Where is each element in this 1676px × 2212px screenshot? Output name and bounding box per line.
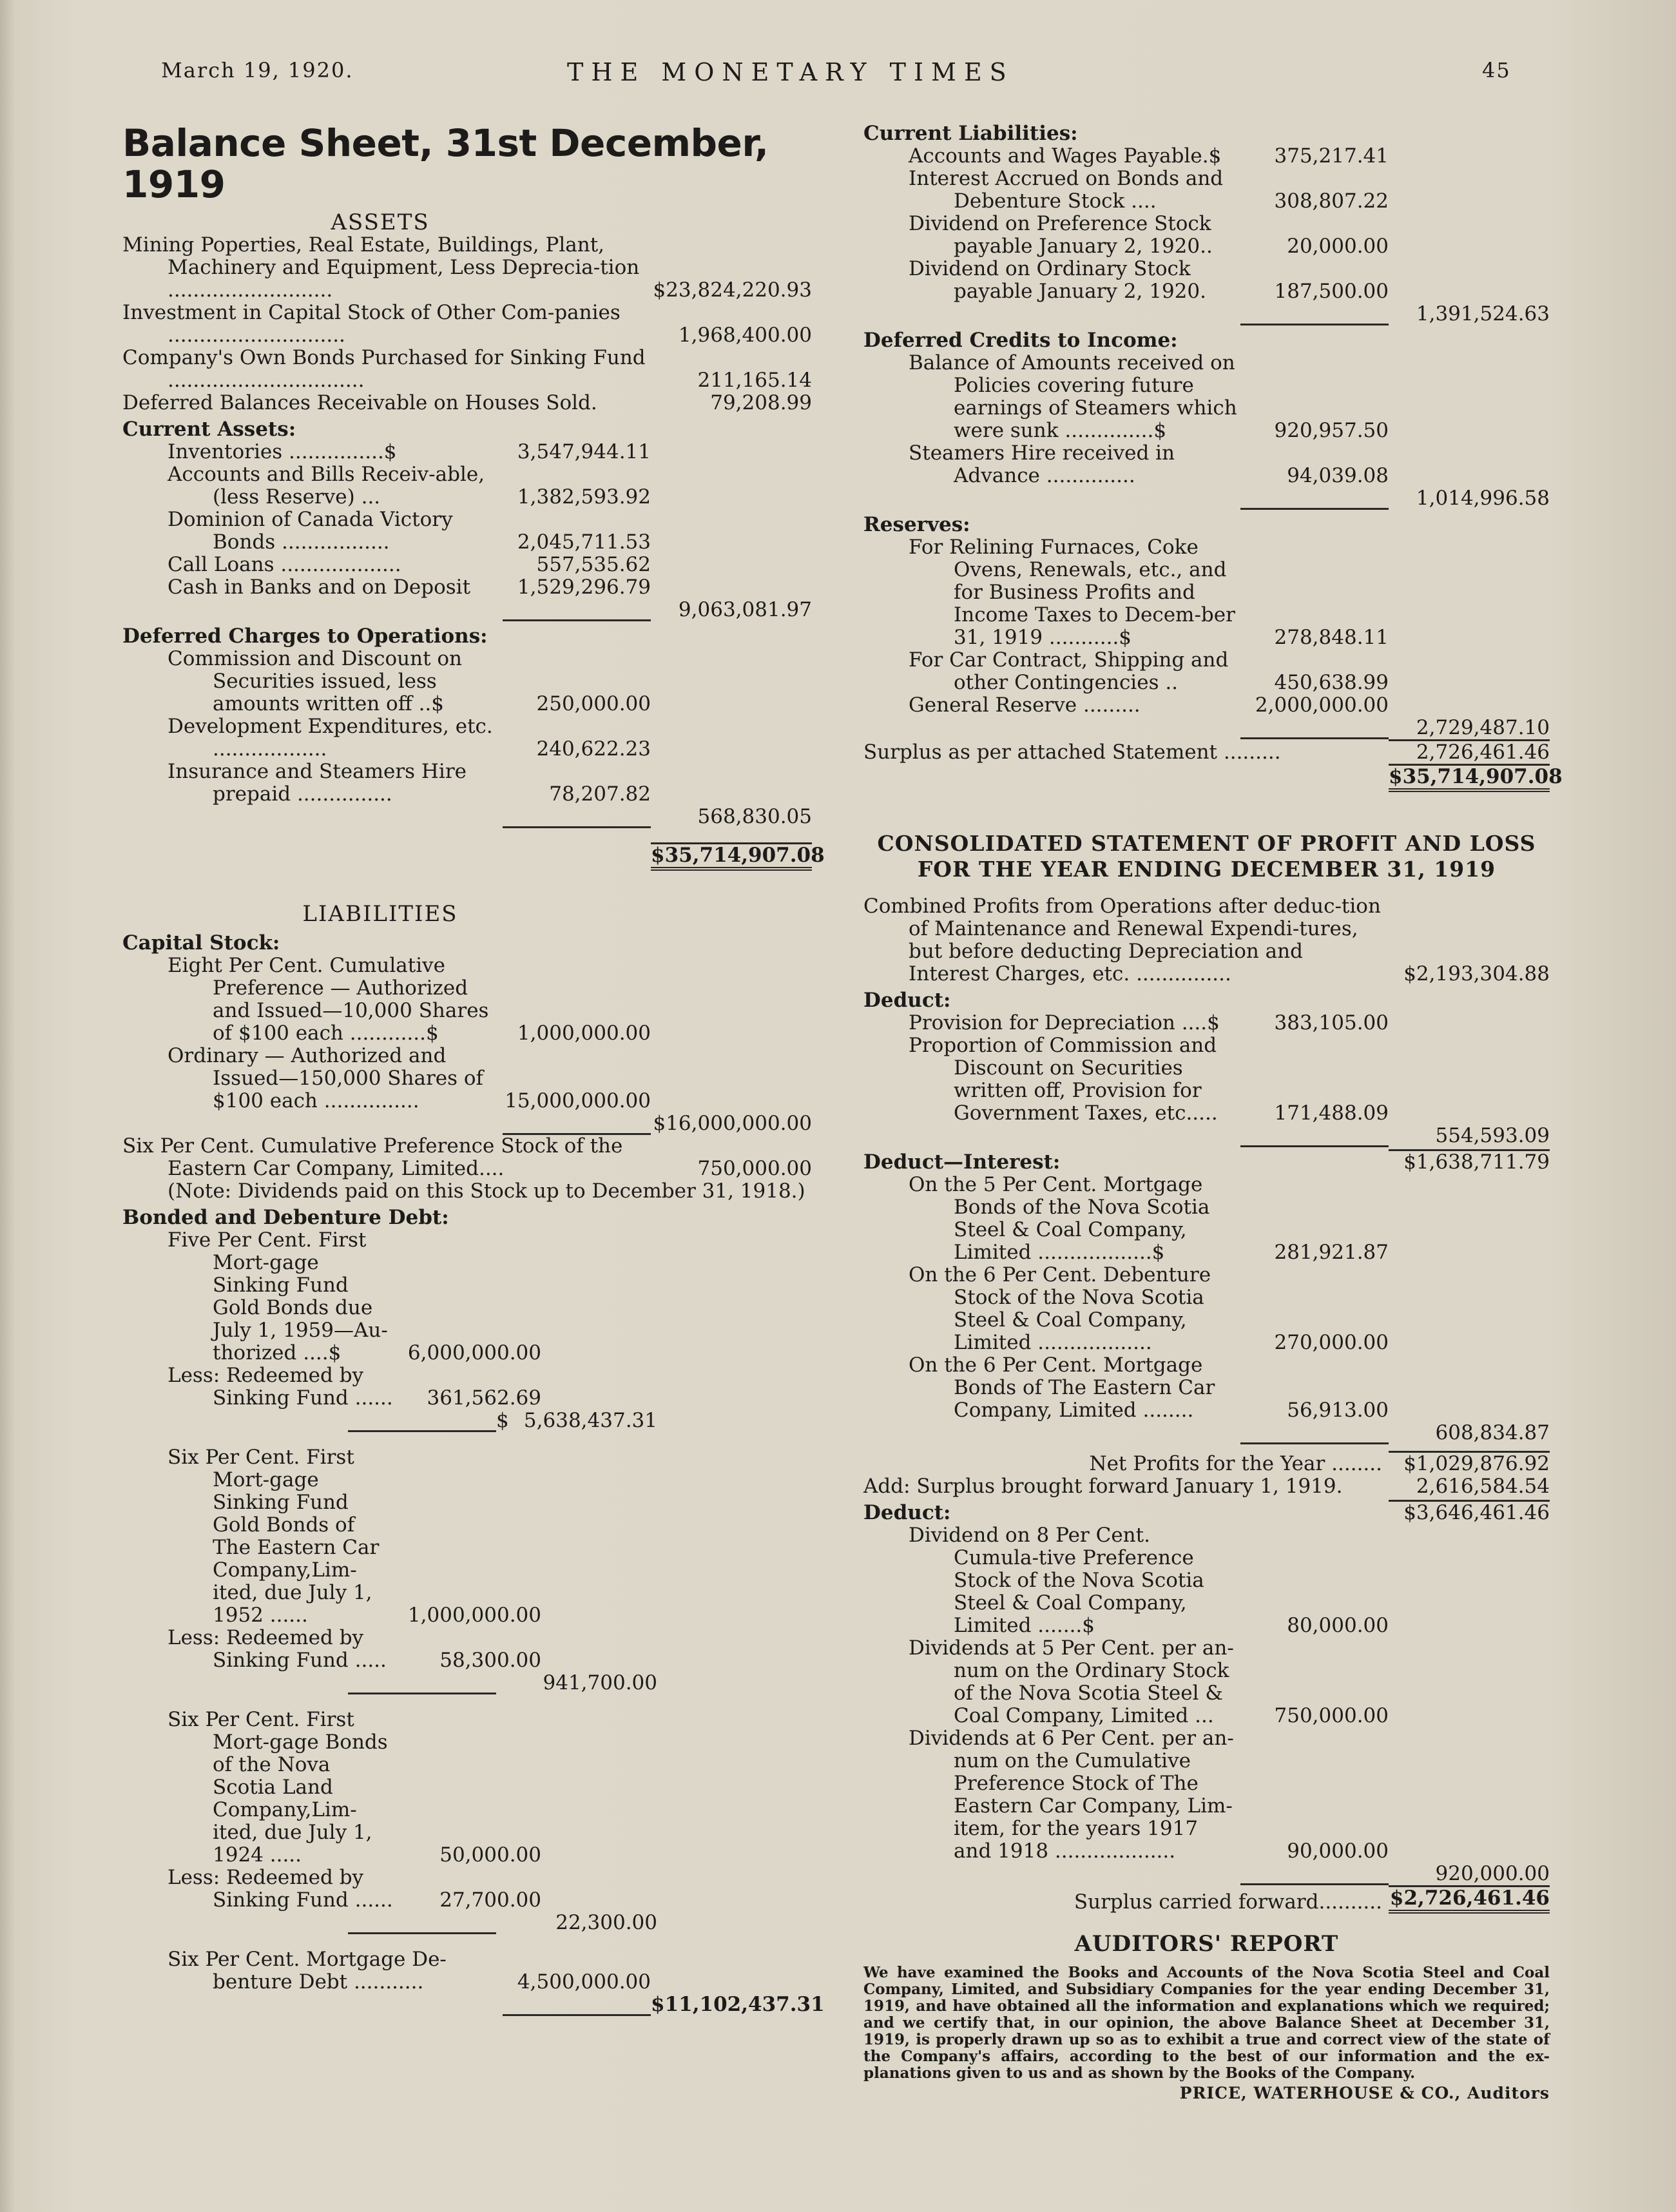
asset-value: 1,968,400.00 <box>678 324 812 347</box>
six-per-cent-pref-note: (Note: Dividends paid on this Stock up to December 31, 1918.) <box>168 1179 805 1203</box>
deferred-credits-total-row <box>863 487 1550 510</box>
surplus-row <box>863 739 1550 764</box>
capital-stock-row <box>122 955 812 1045</box>
dividend-row <box>863 1727 1550 1863</box>
current-liability-row <box>863 213 1550 258</box>
deferred-charge-label: Commission and Discount on Securities issued, less amounts written off ..$ <box>168 647 463 715</box>
bond-label: Six Per Cent. First Mort-gage Sinking Fund Gold Bonds of The Eastern Car Company,Lim-ited, due July 1, 1952 ...... <box>168 1446 380 1627</box>
net-profits-value: $1,029,876.92 <box>1389 1451 1550 1475</box>
reserves-heading: Reserves: <box>863 513 970 536</box>
surplus-carried-forward-value: $2,726,461.46 <box>1389 1885 1550 1914</box>
surplus-brought-forward-label: Add: Surplus brought forward January 1, 1919. <box>863 1475 1343 1498</box>
current-liability-row <box>863 145 1550 168</box>
current-liabilities-total-row <box>863 303 1550 325</box>
left-column <box>122 121 825 2016</box>
deduct-total: 554,593.09 <box>1435 1124 1550 1147</box>
current-liability-value: 20,000.00 <box>1287 235 1389 258</box>
running-head-date: March 19, 1920. <box>161 58 354 82</box>
capital-stock-row <box>122 1045 812 1112</box>
deferred-credit-label: Balance of Amounts received on Policies covering future earnings of Steamers which were sunk ..............$ <box>909 351 1237 442</box>
interest-row <box>863 1174 1550 1264</box>
current-asset-value: 3,547,944.11 <box>517 440 651 463</box>
dividend-label: Dividends at 5 Per Cent. per an-num on the Ordinary Stock of the Nova Scotia Steel & Coal Company, Limited ... <box>909 1636 1234 1727</box>
assets-heading: ASSETS <box>331 209 430 235</box>
debenture-row <box>122 1948 812 1994</box>
asset-value: $23,824,220.93 <box>653 278 812 302</box>
interest-value: 56,913.00 <box>1287 1399 1389 1422</box>
bond-less-row <box>122 1364 812 1410</box>
surplus-brought-forward-row <box>863 1475 1550 1498</box>
bond-less-row <box>122 1867 812 1912</box>
debenture-label: Six Per Cent. Mortgage De-benture Debt ........... <box>168 1948 447 1994</box>
surplus-brought-forward-value: 2,616,584.54 <box>1416 1475 1550 1498</box>
current-liabilities-total: 1,391,524.63 <box>1416 302 1550 325</box>
dividend-value: 80,000.00 <box>1287 1614 1389 1637</box>
sum-total: $3,646,461.46 <box>1389 1500 1550 1524</box>
asset-value: 79,208.99 <box>710 391 812 414</box>
reserve-value: 450,638.99 <box>1274 671 1389 694</box>
deferred-charge-value: 240,622.23 <box>536 737 651 761</box>
current-asset-value: 557,535.62 <box>536 553 651 576</box>
assets-total: $35,714,907.08 <box>651 842 812 871</box>
reserve-label: General Reserve ......... <box>909 694 1141 717</box>
reserve-label: For Relining Furnaces, Coke Ovens, Renewals, etc., and for Business Profits and Income Taxes to Decem-ber 31, 1919 ...........$ <box>909 536 1235 649</box>
capital-stock-value: 15,000,000.00 <box>505 1089 651 1112</box>
current-assets-total-row <box>122 599 812 621</box>
after-depreciation-value: $1,638,711.79 <box>1389 1149 1550 1174</box>
deferred-charge-row <box>122 648 812 715</box>
bond-less-label: Less: Redeemed by Sinking Fund ..... <box>168 1626 387 1672</box>
dividends-total-row <box>863 1863 1550 1885</box>
current-liability-value: 308,807.22 <box>1274 189 1389 213</box>
deferred-credit-value: 920,957.50 <box>1274 419 1389 442</box>
deferred-credit-row <box>863 442 1550 487</box>
reserve-row <box>863 649 1550 694</box>
interest-row <box>863 1354 1550 1422</box>
current-asset-label: Dominion of Canada Victory Bonds ................. <box>168 508 453 554</box>
interest-value: 281,921.87 <box>1274 1241 1389 1264</box>
asset-label: Company's Own Bonds Purchased for Sinking Fund ............................... <box>122 346 646 392</box>
currency-sign: $ <box>496 1409 509 1432</box>
interest-label: On the 6 Per Cent. Debenture Stock of the Nova Scotia Steel & Coal Company, Limited .................. <box>909 1263 1211 1354</box>
capital-stock-value: 1,000,000.00 <box>517 1022 651 1045</box>
reserve-value: 278,848.11 <box>1274 626 1389 649</box>
interest-heading: Deduct—Interest: <box>863 1150 1061 1174</box>
deferred-charges-total: 568,830.05 <box>697 805 812 828</box>
bond-row <box>122 1446 812 1627</box>
deduct-row <box>863 1012 1550 1034</box>
dividend-row <box>863 1524 1550 1637</box>
asset-mining-row <box>122 234 812 302</box>
deferred-charge-value: 250,000.00 <box>536 692 651 715</box>
current-liabilities-heading: Current Liabilities: <box>863 122 1078 145</box>
bond-net-value: 22,300.00 <box>555 1911 657 1934</box>
bond-less-label: Less: Redeemed by Sinking Fund ...... <box>168 1364 393 1410</box>
deferred-charge-value: 78,207.82 <box>549 782 651 806</box>
current-asset-value: 2,045,711.53 <box>517 530 651 554</box>
asset-investment-row <box>122 302 812 347</box>
interest-label: On the 5 Per Cent. Mortgage Bonds of the Nova Scotia Steel & Coal Company, Limited ..................$ <box>909 1173 1210 1264</box>
deduct-value: 171,488.09 <box>1274 1101 1389 1125</box>
bond-net-value: 5,638,437.31 <box>523 1409 657 1432</box>
bonded-debt-heading: Bonded and Debenture Debt: <box>122 1206 449 1229</box>
current-asset-value: 1,529,296.79 <box>517 576 651 599</box>
reserves-total-row <box>863 717 1550 739</box>
dividend-value: 750,000.00 <box>1274 1704 1389 1727</box>
dividends-total: 920,000.00 <box>1435 1862 1550 1885</box>
auditors-signature: PRICE, WATERHOUSE & CO., Auditors <box>1179 2084 1550 2102</box>
combined-profits-value: $2,193,304.88 <box>1403 962 1550 985</box>
deduct-label: Proportion of Commission and Discount on Securities written off, Provision for Government Taxes, etc..... <box>909 1034 1218 1125</box>
bond-row <box>122 1229 812 1364</box>
bonded-total-row <box>122 1993 825 2016</box>
deferred-charge-row <box>122 715 812 761</box>
bond-value: 50,000.00 <box>439 1843 541 1867</box>
current-asset-row <box>122 509 812 554</box>
balance-sheet-title: Balance Sheet, 31st December, 1919 <box>122 121 769 206</box>
deferred-credit-label: Steamers Hire received in Advance .............. <box>909 441 1175 487</box>
bond-less-row <box>122 1627 812 1672</box>
current-liability-label: Dividend on Ordinary Stock payable January 2, 1920. <box>909 257 1206 303</box>
interest-row <box>863 1264 1550 1354</box>
bond-label: Five Per Cent. First Mort-gage Sinking Fund Gold Bonds due July 1, 1959—Au-thorized ....$ <box>168 1228 388 1364</box>
deduct-label: Provision for Depreciation ....$ <box>909 1011 1220 1034</box>
current-asset-label: Accounts and Bills Receiv-able, (less Reserve) ... <box>168 463 485 509</box>
interest-total-row <box>863 1422 1550 1444</box>
capital-stock-heading: Capital Stock: <box>122 931 280 955</box>
page-number: 45 <box>1482 58 1511 82</box>
bonded-total: $11,102,437.31 <box>651 1993 825 2016</box>
current-liability-label: Dividend on Preference Stock payable January 2, 1920.. <box>909 212 1213 258</box>
dividend-row <box>863 1637 1550 1727</box>
deferred-credit-row <box>863 352 1550 442</box>
current-asset-label: Inventories ...............$ <box>168 440 397 463</box>
current-liability-label: Accounts and Wages Payable.$ <box>909 144 1222 168</box>
dividends-heading-row <box>863 1498 1550 1524</box>
six-per-cent-pref-label: Six Per Cent. Cumulative Preference Stock of the Eastern Car Company, Limited.... <box>122 1134 623 1180</box>
combined-profits-label: Combined Profits from Operations after deduc-tion of Maintenance and Renewal Expendi-tures, but before deducting Depreciation and Interest Charges, etc. ............... <box>863 895 1381 985</box>
deferred-charges-heading: Deferred Charges to Operations: <box>122 625 488 648</box>
reserves-total: 2,729,487.10 <box>1416 716 1550 739</box>
deferred-charge-row <box>122 761 812 806</box>
deferred-charge-label: Development Expenditures, etc. .................. <box>168 715 493 761</box>
surplus-label: Surplus as per attached Statement ......... <box>863 741 1281 764</box>
dividend-label: Dividends at 6 Per Cent. per an-num on the Cumulative Preference Stock of The Eastern Car Company, Lim-item, for the years 1917 and 1918 ................... <box>909 1727 1234 1863</box>
reserve-row <box>863 536 1550 649</box>
asset-value: 211,165.14 <box>697 369 812 392</box>
bond-less-value: 58,300.00 <box>439 1649 541 1672</box>
bond-row <box>122 1709 812 1867</box>
current-liability-row <box>863 168 1550 213</box>
surplus-carried-forward-label: Surplus carried forward.......... <box>1074 1890 1382 1914</box>
deferred-credits-total: 1,014,996.58 <box>1416 487 1550 510</box>
auditors-report-heading: AUDITORS' REPORT <box>1074 1931 1339 1957</box>
interest-value: 270,000.00 <box>1274 1331 1389 1354</box>
current-asset-label: Cash in Banks and on Deposit <box>168 576 471 599</box>
capital-stock-total: $16,000,000.00 <box>653 1112 812 1135</box>
deduct-total-row <box>863 1125 1550 1147</box>
combined-profits-row <box>863 895 1550 985</box>
current-asset-label: Call Loans ................... <box>168 553 401 576</box>
dividend-label: Dividend on 8 Per Cent. Cumula-tive Preference Stock of the Nova Scotia Steel & Coal Company, Limited .......$ <box>909 1524 1204 1637</box>
current-liability-value: 187,500.00 <box>1274 280 1389 303</box>
net-profits-row <box>863 1451 1550 1475</box>
liabilities-heading: LIABILITIES <box>302 901 458 927</box>
dividend-value: 90,000.00 <box>1287 1839 1389 1863</box>
liabilities-total: $35,714,907.08 <box>1389 764 1550 792</box>
reserve-value: 2,000,000.00 <box>1255 694 1389 717</box>
current-liability-value: 375,217.41 <box>1274 144 1389 168</box>
asset-own-bonds-row <box>122 347 812 392</box>
asset-label: Investment in Capital Stock of Other Com-panies ............................ <box>122 301 621 347</box>
interest-label: On the 6 Per Cent. Mortgage Bonds of The Eastern Car Company, Limited ........ <box>909 1353 1215 1422</box>
surplus-value: 2,726,461.46 <box>1389 739 1550 764</box>
assets-total-row <box>122 842 825 871</box>
interest-total: 608,834.87 <box>1435 1421 1550 1444</box>
asset-label: Mining Poperties, Real Estate, Buildings, Plant, Machinery and Equipment, Less Deprecia-tion .......................... <box>122 233 640 302</box>
current-asset-row <box>122 576 812 599</box>
current-assets-heading: Current Assets: <box>122 418 296 441</box>
deferred-credit-value: 94,039.08 <box>1287 464 1389 487</box>
deferred-charge-label: Insurance and Steamers Hire prepaid ............... <box>168 760 467 806</box>
deferred-charges-total-row <box>122 806 812 828</box>
bond-net-value: 941,700.00 <box>543 1671 657 1694</box>
six-per-cent-pref-row <box>122 1135 812 1180</box>
current-asset-row <box>122 554 812 576</box>
right-column <box>863 122 1563 2104</box>
deduct-heading: Deduct: <box>863 989 951 1012</box>
asset-deferred-balances-row <box>122 392 812 414</box>
deferred-credits-heading: Deferred Credits to Income: <box>863 329 1178 352</box>
liabilities-total-row <box>863 764 1563 792</box>
profit-loss-title: CONSOLIDATED STATEMENT OF PROFIT AND LOSS FOR THE YEAR ENDING DECEMBER 31, 1919 <box>877 831 1536 882</box>
bond-less-value: 27,700.00 <box>439 1888 541 1912</box>
capital-stock-total-row <box>122 1112 812 1135</box>
interest-heading-row <box>863 1147 1550 1174</box>
asset-label: Deferred Balances Receivable on Houses Sold. <box>122 391 597 414</box>
deduct-row <box>863 1034 1550 1125</box>
current-assets-total: 9,063,081.97 <box>678 598 812 621</box>
six-per-cent-pref-value: 750,000.00 <box>697 1157 812 1180</box>
bond-label: Six Per Cent. First Mort-gage Bonds of the Nova Scotia Land Company,Lim-ited, due July 1, 1924 ..... <box>168 1708 388 1867</box>
reserve-row <box>863 694 1550 717</box>
surplus-carried-forward-row <box>863 1885 1550 1914</box>
bond-less-value: 361,562.69 <box>427 1386 541 1410</box>
reserve-label: For Car Contract, Shipping and other Contingencies .. <box>909 648 1229 694</box>
net-profits-label: Net Profits for the Year ........ <box>1089 1452 1382 1475</box>
bond-less-label: Less: Redeemed by Sinking Fund ...... <box>168 1866 393 1912</box>
capital-stock-label: Eight Per Cent. Cumulative Preference — Authorized and Issued—10,000 Shares of $100 each ............$ <box>168 954 489 1045</box>
running-head-publication: THE MONETARY TIMES <box>567 58 1014 86</box>
current-liability-label: Interest Accrued on Bonds and Debenture Stock .... <box>909 167 1224 213</box>
auditors-report-text: We have examined the Books and Accounts of the Nova Scotia Steel and Coal Company, Limited, and Subsidiary Companies for the year ending December 31, 1919, and have obtained all the information and explanations which we required; and we certify that, in our opinion, the above Balance Sheet at December 31, 1919, is properly drawn up so as to exhibit a true and correct view of the state of the Company's affairs, according to the best of our information and the ex-planations given to us and as shown by the Books of the Company. <box>863 1964 1550 2082</box>
bond-net-row <box>122 1912 812 1934</box>
bond-net-row <box>122 1410 812 1432</box>
deduct-value: 383,105.00 <box>1274 1011 1389 1034</box>
debenture-value: 4,500,000.00 <box>517 1970 651 1994</box>
bond-net-row <box>122 1672 812 1694</box>
current-asset-row <box>122 463 812 509</box>
current-asset-value: 1,382,593.92 <box>517 485 651 509</box>
dividends-heading: Deduct: <box>863 1501 951 1524</box>
capital-stock-label: Ordinary — Authorized and Issued—150,000 Shares of $100 each ............... <box>168 1044 484 1112</box>
current-liability-row <box>863 258 1550 303</box>
bond-value: 1,000,000.00 <box>407 1604 541 1627</box>
bond-value: 6,000,000.00 <box>407 1341 541 1364</box>
current-asset-row <box>122 441 812 463</box>
